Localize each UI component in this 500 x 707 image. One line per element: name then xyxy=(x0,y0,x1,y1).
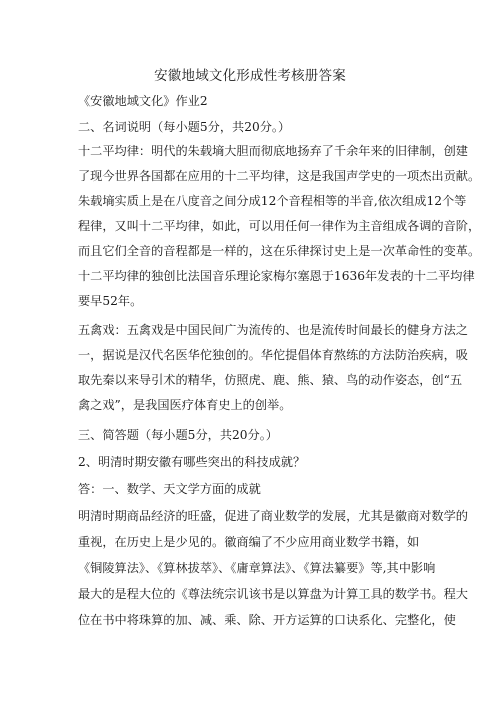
paragraph-line: 程律，又叫十二平均律，如此，可以用任何一律作为主音组成各调的音阶， xyxy=(78,219,481,233)
paragraph-line: 了现今世界各国都在应用的十二平均律，这是我国声学史的一项杰出贡献。 xyxy=(78,169,481,183)
paragraph-line: 朱载墒实质上是在八度音之间分成12个音程相等的半音,依次组成12个等 xyxy=(78,194,467,208)
section-heading-short-answer: 三、简答题（每小题5分，共20分。） xyxy=(78,428,278,442)
paragraph-line: 一，据说是汉代名医华佗独创的。华佗提倡体育熬练的方法防治疾病，吸 xyxy=(78,348,468,362)
paragraph-line: 十二平均律的独创比法国音乐理论家梅尔塞恩于1636年发表的十二平均律 xyxy=(78,269,475,283)
paragraph-line: 要早52年。 xyxy=(78,294,143,308)
paragraph-line: 最大的是程大位的《尊法统宗讥该书是以算盘为计算工具的数学书。程大 xyxy=(78,587,468,601)
paragraph-line: 五禽戏：五禽戏是中国民间广为流传的、也是流传时间最长的健身方法之 xyxy=(78,323,468,337)
document-title: 安徽地域文化形成性考核册答案 xyxy=(154,68,346,84)
section-heading-terms: 二、名词说明（每小题5分，共20分。） xyxy=(78,120,291,134)
answer-heading: 答：一、数学、天文学方面的成就 xyxy=(78,482,261,496)
paragraph-line: 取先秦以来导引术的精华，仿照虎、鹿、熊、猿、鸟的动作姿态，创“五 xyxy=(78,373,463,387)
section-heading-assignment: 《安徽地域文化》作业2 xyxy=(78,94,208,108)
question-heading: 2、明清时期安徽有哪些突出的科技成就？ xyxy=(78,455,306,469)
paragraph-line: 明清时期商品经济的旺盛，促进了商业数学的发展，尤其是徽商对数学的 xyxy=(78,509,468,523)
paragraph-line: 禽之戏”，是我国医疗体育史上的创举。 xyxy=(78,398,292,412)
paragraph-line: 十二平均律：明代的朱载墒大胆而彻底地扬弃了千余年来的旧律制，创建 xyxy=(78,144,468,158)
paragraph-line: 位在书中将珠算的加、减、乘、除、开方运算的口诀系化、完整化，使 xyxy=(78,613,456,627)
paragraph-line: 《铜陵算法》、《算林拔萃》、《庸章算法》、《算法纂要》等,其中影响 xyxy=(78,561,436,575)
paragraph-line: 而且它们全音的音程都是一样的，这在乐律探讨史上是一次革命性的变革。 xyxy=(78,244,481,258)
paragraph-line: 重视，在历史上是少见的。徽商编了不少应用商业数学书籍，如 xyxy=(78,535,420,549)
